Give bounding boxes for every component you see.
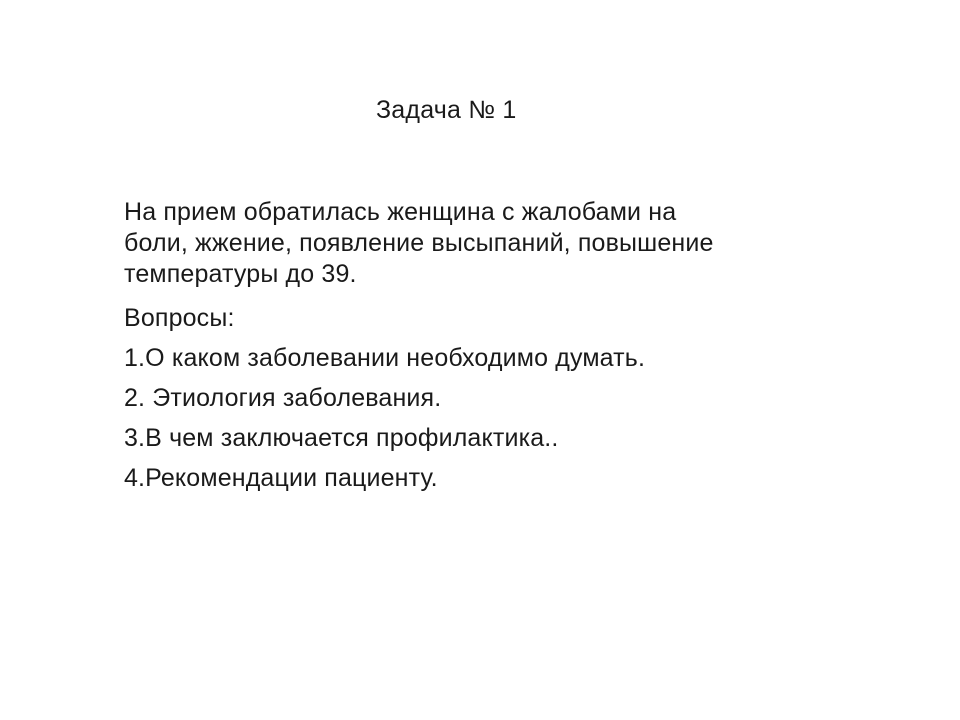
case-description (124, 197, 844, 290)
questions-list (124, 343, 844, 494)
question-item: 2. Этиология заболевания. (124, 384, 442, 412)
question-item: 4.Рекомендации пациенту. (124, 464, 438, 492)
question-item: 3.В чем заключается профилактика.. (124, 424, 559, 452)
slide-content (124, 197, 844, 494)
case-line: На прием обратилась женщина с жалобами на (124, 198, 677, 226)
question-item: 1.О каком заболевании необходимо думать. (124, 344, 646, 372)
task-title: Задача № 1 (376, 96, 517, 124)
questions-heading: Вопросы: (124, 304, 235, 332)
case-line: температуры до 39. (124, 260, 357, 288)
case-line: боли, жжение, появление высыпаний, повышение (124, 229, 714, 257)
